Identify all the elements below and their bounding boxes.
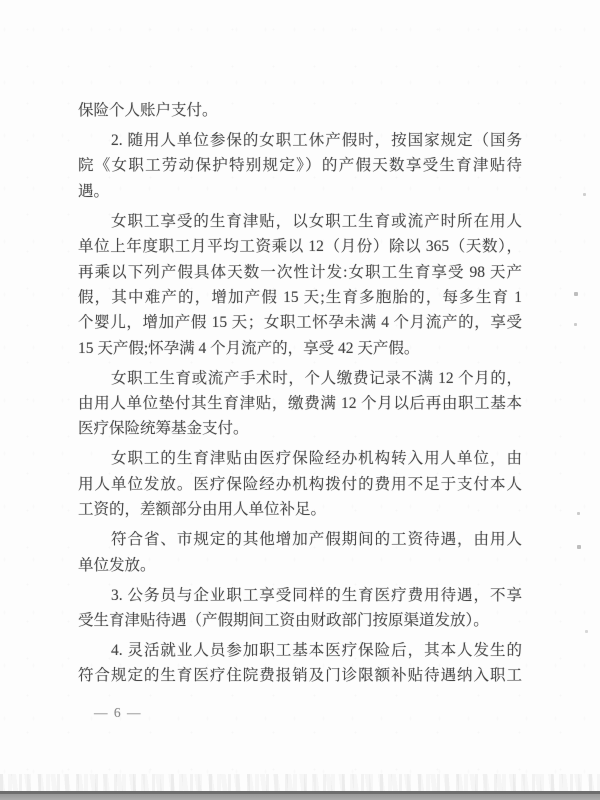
text-line: 4. 灵活就业人员参加职工基本医疗保险后，其本人发生的 — [111, 641, 522, 659]
scan-speck — [583, 193, 586, 196]
scan-speck — [577, 512, 580, 515]
text-line: 女职工享受的生育津贴，以女职工生育或流产时所在用人 — [111, 212, 522, 230]
scan-speck — [585, 630, 588, 633]
text-line: 用人单位发放。医疗保险经办机构拨付的费用不足于支付本人 — [78, 475, 522, 493]
text-line: 遇。 — [78, 182, 110, 200]
text-line: 医疗保险统筹基金支付。 — [78, 420, 249, 438]
scan-speck — [577, 545, 581, 549]
text-line: 15 天产假;怀孕满 4 个月流产的，享受 42 天产假。 — [78, 339, 420, 357]
text-line: 个婴儿，增加产假 15 天；女职工怀孕未满 4 个月流产的，享受 — [78, 314, 522, 332]
text-line: 单位发放。 — [78, 556, 156, 574]
text-line: 女职工生育或流产手术时，个人缴费记录不满 12 个月的， — [111, 369, 522, 387]
text-line: 女职工的生育津贴由医疗保险经办机构转入用人单位，由 — [111, 450, 522, 468]
text-line: 符合规定的生育医疗住院费报销及门诊限额补贴待遇纳入职工 — [78, 667, 522, 685]
text-line: 工资的，差额部分由用人单位补足。 — [78, 501, 327, 519]
scan-speck — [574, 292, 578, 296]
document-text — [78, 98, 522, 689]
text-line: 单位上年度职工月平均工资乘以 12（月份）除以 365（天数）， — [78, 238, 522, 256]
text-line: 3. 公务员与企业职工享受同样的生育医疗费用待遇，不享 — [111, 586, 522, 604]
text-line: 保险个人账户支付。 — [78, 102, 218, 119]
text-line: 再乘以下列产假具体天数一次性计发:女职工生育享受 98 天产 — [78, 263, 522, 281]
scan-edge-band — [0, 794, 600, 800]
page-number: — 6 — — [94, 705, 142, 720]
text-line: 由用人单位垫付其生育津贴，缴费满 12 个月以后再由职工基本 — [78, 395, 522, 413]
scan-edge-noise — [0, 774, 600, 791]
text-line: 符合省、市规定的其他增加产假期间的工资待遇，由用人 — [111, 531, 522, 549]
text-line: 院《女职工劳动保护特别规定》）的产假天数享受生育津贴待 — [78, 157, 522, 175]
scan-speck — [574, 323, 577, 326]
text-line: 受生育津贴待遇（产假期间工资由财政部门按原渠道发放）。 — [78, 611, 489, 629]
text-line: 假，其中难产的，增加产假 15 天;生育多胞胎的，每多生育 1 — [78, 288, 522, 306]
text-line: 2. 随用人单位参保的女职工休产假时，按国家规定（国务 — [111, 131, 522, 149]
